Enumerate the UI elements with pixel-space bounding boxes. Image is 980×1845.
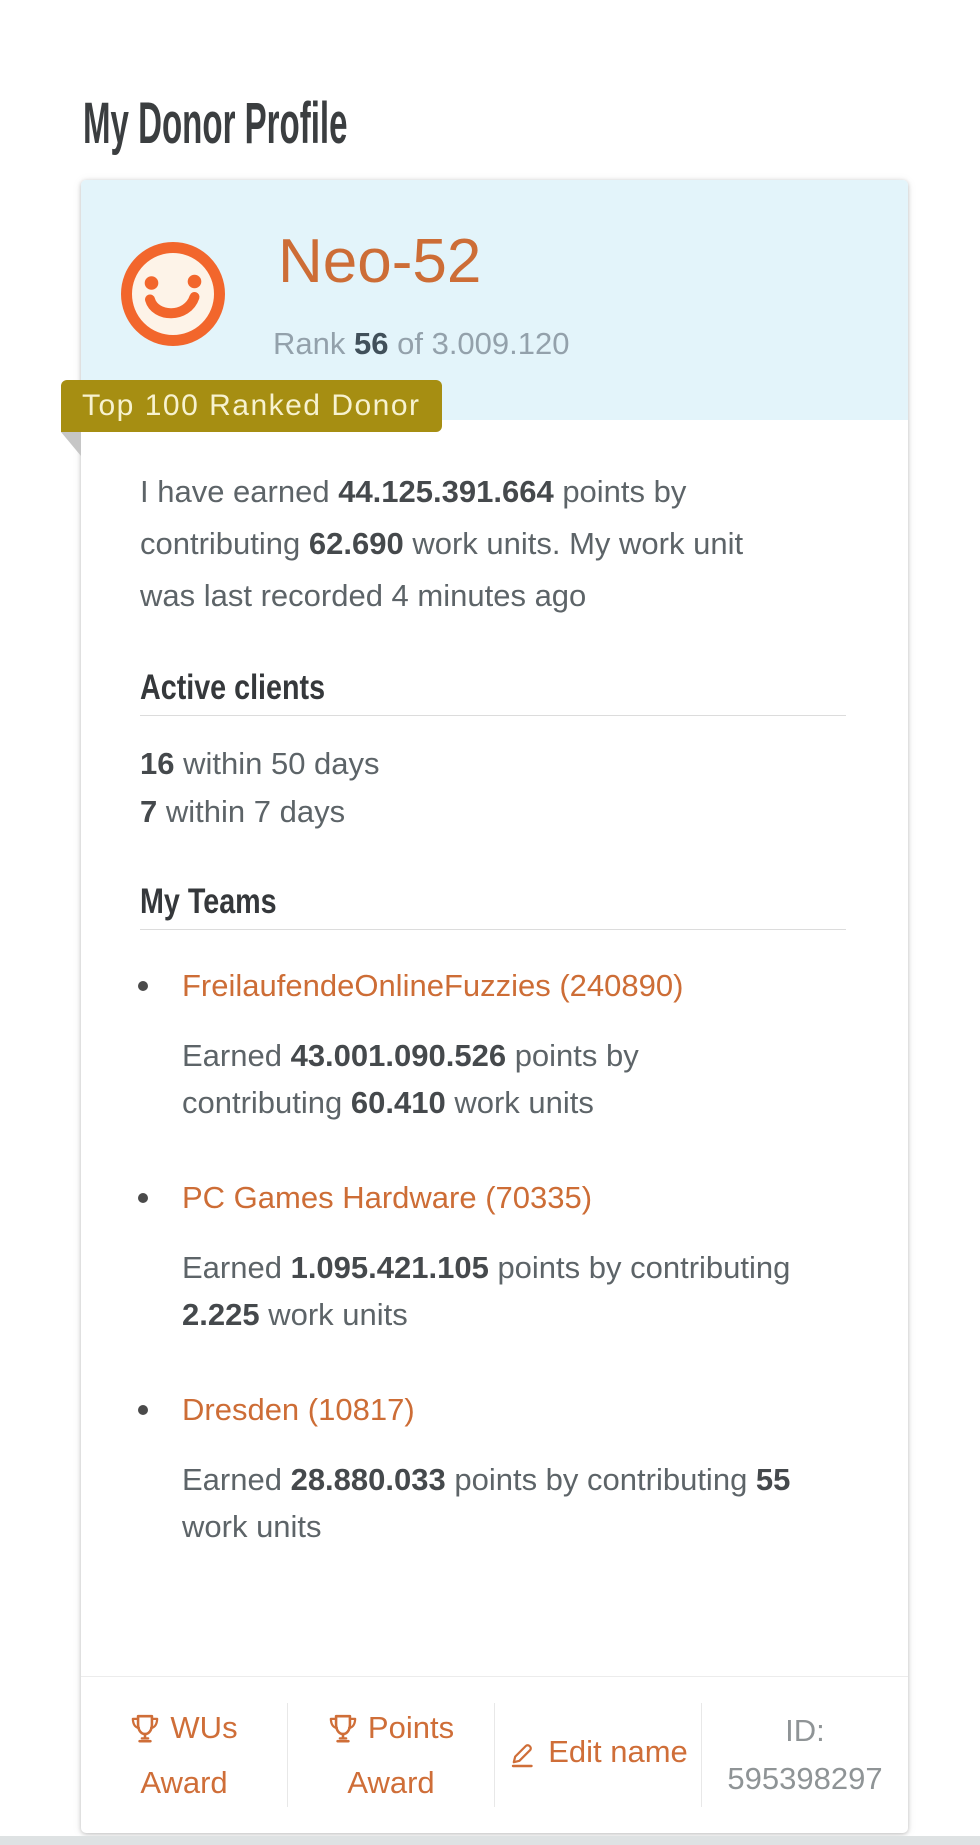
team-link[interactable]: FreilaufendeOnlineFuzzies (240890)	[182, 968, 684, 1003]
teams-list	[140, 966, 846, 1550]
rank-value: 56	[354, 326, 389, 361]
page-title: My Donor Profile	[83, 91, 348, 156]
points-summary	[140, 466, 846, 622]
donor-id-value: 595398297	[727, 1761, 883, 1796]
trophy-icon	[130, 1711, 160, 1759]
my-teams-heading: My Teams	[140, 884, 846, 930]
text-line: I have earned 44.125.391.664 points by	[140, 474, 687, 509]
edit-name-label: Edit name	[548, 1733, 688, 1769]
team-description	[182, 1456, 846, 1550]
text-line: contributing 60.410 work units	[182, 1085, 594, 1120]
top-donor-badge: Top 100 Ranked Donor	[61, 380, 442, 432]
text-line: 16 within 50 days	[140, 746, 380, 781]
text-line: was last recorded 4 minutes ago	[140, 578, 587, 613]
text-line: contributing 62.690 work units. My work unit	[140, 526, 744, 561]
active-clients-heading: Active clients	[140, 670, 846, 716]
team-list-item	[140, 1178, 846, 1338]
team-description	[182, 1244, 846, 1338]
points-award-label: Points Award	[347, 1709, 455, 1800]
team-list-item	[140, 966, 846, 1126]
points-award-button[interactable]	[288, 1677, 494, 1833]
text-line: work units	[182, 1509, 322, 1544]
team-description	[182, 1032, 846, 1126]
profile-header	[81, 180, 908, 420]
page-bottom-band	[0, 1836, 980, 1845]
donor-name: Neo-52	[278, 227, 482, 296]
profile-footer	[81, 1676, 908, 1833]
text-line: 2.225 work units	[182, 1297, 408, 1332]
team-link[interactable]: PC Games Hardware (70335)	[182, 1180, 593, 1215]
text-line: 7 within 7 days	[140, 794, 346, 829]
text-line: Earned 1.095.421.105 points by contributing	[182, 1250, 791, 1285]
rank-label: Rank	[273, 326, 346, 361]
rank-total: of 3.009.120	[397, 326, 570, 361]
wus-award-label: WUs Award	[140, 1709, 238, 1800]
badge-fold-decoration	[61, 432, 81, 456]
trophy-icon	[328, 1711, 358, 1759]
team-list-item	[140, 1390, 846, 1550]
donor-id-label: ID:	[785, 1713, 825, 1748]
pencil-icon	[508, 1735, 538, 1783]
wus-award-button[interactable]	[81, 1677, 287, 1833]
text-line: Earned 28.880.033 points by contributing 55	[182, 1462, 791, 1497]
team-link[interactable]: Dresden (10817)	[182, 1392, 415, 1427]
donor-profile-card	[81, 180, 908, 1833]
smiley-face-icon	[120, 241, 226, 347]
donor-id	[702, 1677, 908, 1833]
profile-body	[81, 420, 908, 1550]
active-clients-stats	[140, 740, 846, 836]
donor-rank	[273, 324, 570, 364]
edit-name-button[interactable]	[495, 1677, 701, 1833]
text-line: Earned 43.001.090.526 points by	[182, 1038, 639, 1073]
